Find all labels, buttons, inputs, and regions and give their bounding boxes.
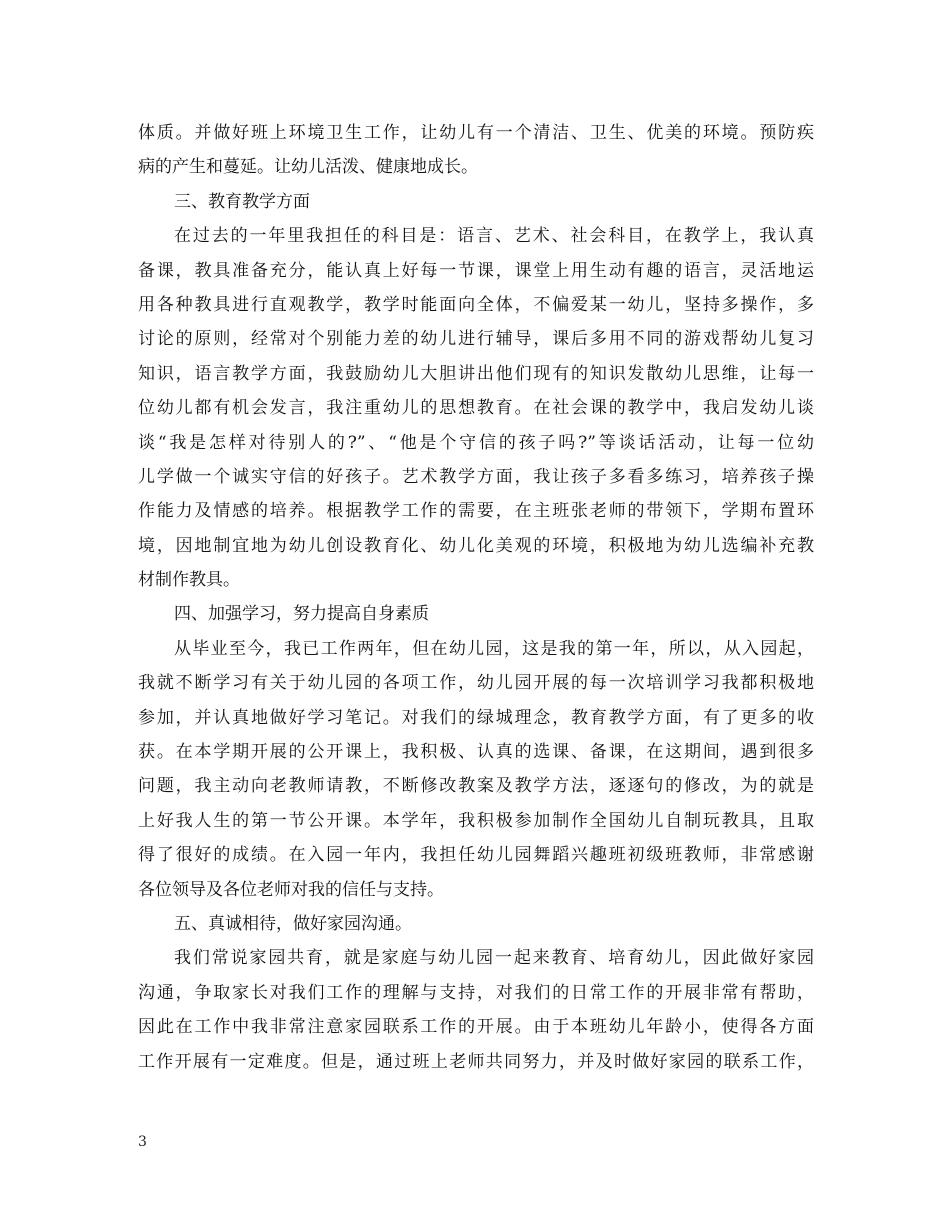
text-line: 获。在本学期开展的公开课上，我积极、认真的选课、备课，在这期间，遇到很多 [138,742,814,763]
text-line: 境，因地制宜地为幼儿创设教育化、幼儿化美观的环境，积极地为幼儿选编补充教 [138,535,814,556]
text-line: 我们常说家园共育，就是家庭与幼儿园一起来教育、培育幼儿，因此做好家园 [174,948,814,969]
body-text [138,116,814,1079]
text-line: 讨论的原则，经常对个别能力差的幼儿进行辅导，课后多用不同的游戏帮幼儿复习 [138,329,814,350]
text-line: 材制作教具。 [138,570,240,591]
text-line: 作能力及情感的培养。根据教学工作的需要，在主班张老师的带领下，学期布置环 [138,501,814,522]
text-line: 从毕业至今，我已工作两年，但在幼儿园，这是我的第一年，所以，从入园起， [174,638,814,659]
section-heading: 五、真诚相待，做好家园沟通。 [174,913,412,934]
text-line: 沟通，争取家长对我们工作的理解与支持，对我们的日常工作的开展非常有帮助， [138,982,814,1003]
text-line: 工作开展有一定难度。但是，通过班上老师共同努力，并及时做好家园的联系工作， [138,1051,814,1072]
text-line: 各位领导及各位老师对我的信任与支持。 [138,879,444,900]
text-line: 病的产生和蔓延。让幼儿活泼、健康地成长。 [138,157,478,178]
text-line: 谈“我是怎样对待别人的?”、“他是个守信的孩子吗?”等谈话活动，让每一位幼 [138,432,814,453]
text-line: 备课，教具准备充分，能认真上好每一节课，课堂上用生动有趣的语言，灵活地运 [138,260,814,281]
text-line: 因此在工作中我非常注意家园联系工作的开展。由于本班幼儿年龄小，使得各方面 [138,1017,814,1038]
text-line: 在过去的一年里我担任的科目是：语言、艺术、社会科目，在教学上，我认真 [174,226,814,247]
text-line: 问题，我主动向老教师请教，不断修改教案及教学方法，逐逐句的修改，为的就是 [138,776,814,797]
text-line: 位幼儿都有机会发言，我注重幼儿的思想教育。在社会课的教学中，我启发幼儿谈 [138,398,814,419]
text-line: 我就不断学习有关于幼儿园的各项工作，幼儿园开展的每一次培训学习我都积极地 [138,673,814,694]
section-heading: 四、加强学习，努力提高自身素质 [174,604,429,625]
text-line: 用各种教具进行直观教学，教学时能面向全体，不偏爱某一幼儿，坚持多操作，多 [138,294,814,315]
text-line: 知识，语言教学方面，我鼓励幼儿大胆讲出他们现有的知识发散幼儿思维，让每一 [138,363,814,384]
text-line: 儿学做一个诚实守信的好孩子。艺术教学方面，我让孩子多看多练习，培养孩子操 [138,466,814,487]
text-line: 上好我人生的第一节公开课。本学年，我积极参加制作全国幼儿自制玩教具，且取 [138,810,814,831]
section-heading: 三、教育教学方面 [174,191,310,212]
text-line: 得了很好的成绩。在入园一年内，我担任幼儿园舞蹈兴趣班初级班教师，非常感谢 [138,845,814,866]
text-line: 参加，并认真地做好学习笔记。对我们的绿城理念，教育教学方面，有了更多的收 [138,707,814,728]
text-line: 体质。并做好班上环境卫生工作，让幼儿有一个清洁、卫生、优美的环境。预防疾 [138,123,814,143]
page-number: 3 [138,1134,147,1150]
